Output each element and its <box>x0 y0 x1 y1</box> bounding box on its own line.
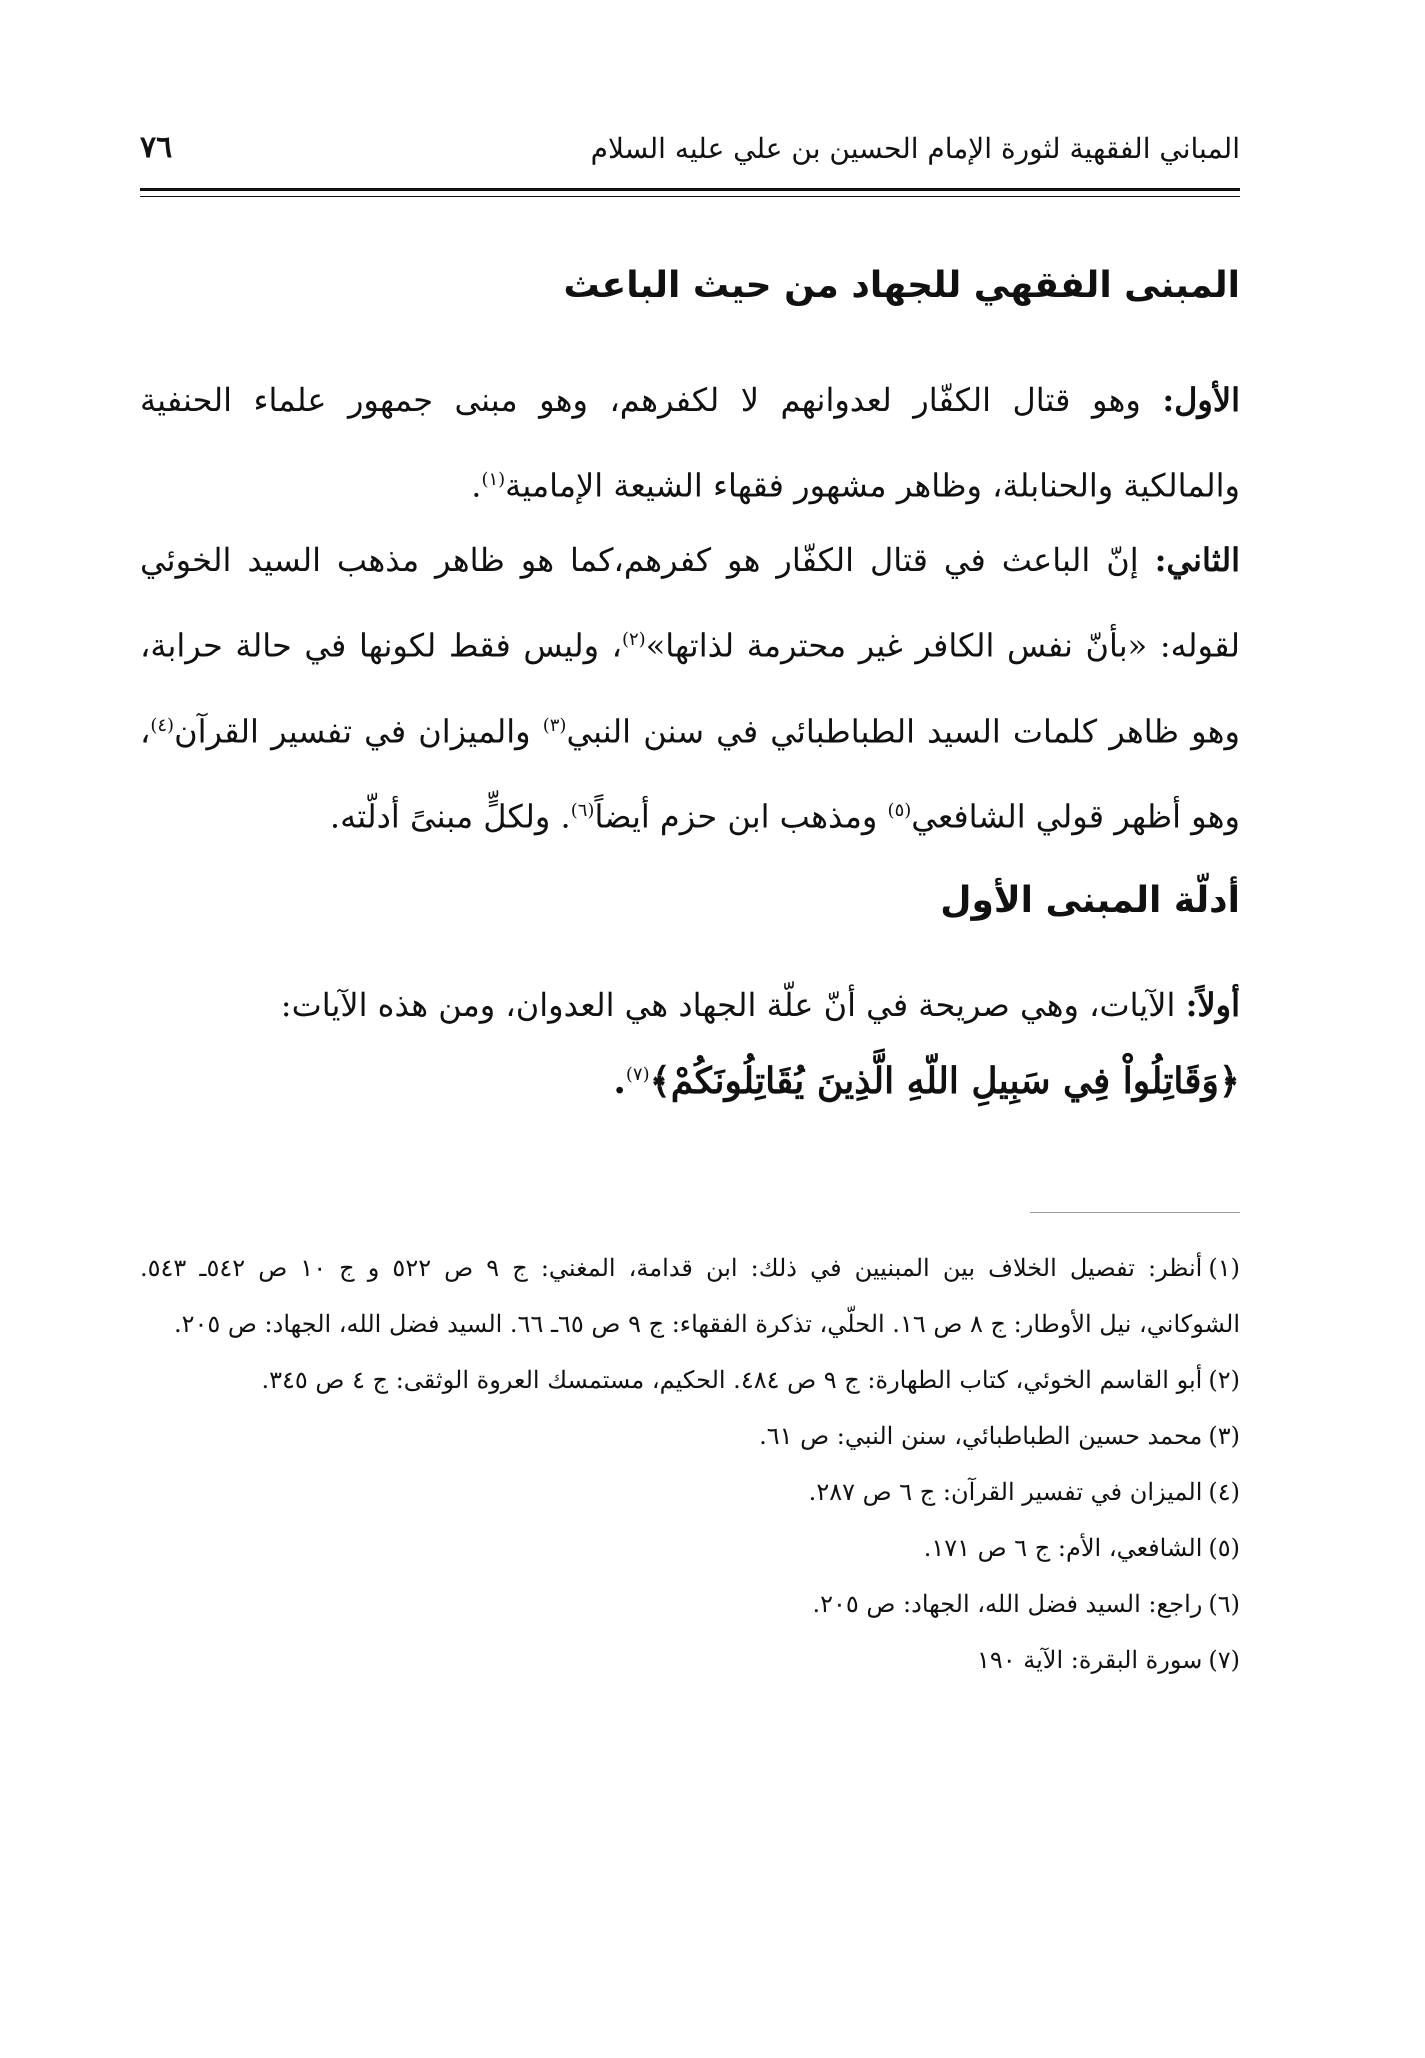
header-rule-thick <box>140 188 1240 191</box>
footnote-ref[interactable]: (٢) <box>621 629 646 650</box>
footnote-text: راجع: السيد فضل الله، الجهاد: ص ٢٠٥. <box>812 1590 1203 1618</box>
footnote-text: محمد حسين الطباطبائي، سنن النبي: ص ٦١. <box>759 1422 1203 1450</box>
footnote-item <box>140 1520 1240 1576</box>
footnote-number: (٦) <box>1208 1590 1240 1618</box>
paragraph-text: ، وليس فقط لكونها في حالة حرابة، وهو ظاهر كلمات السيد الطباطبائي في سنن النبي <box>140 626 1241 751</box>
paragraph-text: إنّ الباعث في قتال الكفّار هو كفرهم،كما هو ظاهر مذهب السيد الخوئي لقوله: «بأنّ نفس الكافر غير محترمة لذاتها» <box>140 541 1241 665</box>
footnote-number: (٧) <box>1208 1646 1240 1674</box>
footnote-ref[interactable]: (٣) <box>542 714 567 736</box>
footnote-item <box>140 1408 1240 1464</box>
footnote-number: (٤) <box>1208 1478 1240 1506</box>
footnote-item <box>140 1632 1240 1688</box>
paragraph-lead: أولاً: <box>1185 986 1240 1024</box>
paragraph-text: الآيات، وهي صريحة في أنّ علّة الجهاد هي العدوان، ومن هذه الآيات: <box>280 986 1186 1024</box>
footnote-text: الميزان في تفسير القرآن: ج ٦ ص ٢٨٧. <box>808 1478 1203 1506</box>
paragraph-lead: الأول: <box>1162 381 1241 419</box>
footnote-ref[interactable]: (٥) <box>887 800 912 822</box>
footnote-text: سورة البقرة: الآية ١٩٠ <box>976 1646 1203 1674</box>
footnote-ref[interactable]: (٤) <box>150 714 175 736</box>
section-heading: المبنى الفقهي للجهاد من حيث الباعث <box>563 265 1240 306</box>
header-rule-thin <box>140 196 1240 197</box>
footnote-number: (٢) <box>1208 1366 1240 1394</box>
quran-verse <box>140 1060 1240 1102</box>
paragraph-text: والميزان في تفسير القرآن <box>174 712 543 751</box>
paragraph-end: . <box>471 466 482 505</box>
running-title: المباني الفقهية لثورة الإمام الحسين بن علي عليه السلام <box>590 132 1240 165</box>
footnote-ref[interactable]: (١) <box>481 469 506 490</box>
footnote-separator <box>1030 1212 1240 1213</box>
footnote-ref[interactable]: (٧) <box>625 1064 650 1085</box>
paragraph-text: ومذهب ابن حزم أيضاً <box>594 797 888 836</box>
paragraph-evidence <box>140 965 1240 1045</box>
verse-text: ﴿وَقَاتِلُواْ فِي سَبِيلِ اللّهِ الَّذِينَ يُقَاتِلُونَكُمْ﴾ <box>649 1060 1240 1102</box>
paragraph-text: ، وهو أظهر قولي الشافعي <box>140 712 1240 836</box>
subsection-heading: أدلّة المبنى الأول <box>940 880 1240 921</box>
footnote-item <box>140 1240 1240 1352</box>
footnote-number: (٣) <box>1208 1422 1240 1450</box>
footnote-text: أنظر: تفصيل الخلاف بين المبنيين في ذلك: ابن قدامة، المغني: ج ٩ ص ٥٢٢ و ج ١٠ ص ٥٤٢ـ ٥٤٣. الشوكاني، نيل الأوطار: ج ٨ ص ١٦. الحلّي، تذكرة الفقهاء: ج ٩ ص ٦٥ـ ٦٦. السيد فضل الله، الجهاد: ص ٢٠٥. <box>140 1254 1240 1338</box>
paragraph-first-view <box>140 360 1240 526</box>
paragraph-text: وهو قتال الكفّار لعدوانهم لا لكفرهم، وهو مبنى جمهور علماء الحنفية والمالكية والحنابلة، وظاهر مشهور فقهاء الشيعة الإمامية <box>140 381 1240 505</box>
footnotes <box>140 1240 1240 1688</box>
footnote-item <box>140 1352 1240 1408</box>
footnote-text: الشافعي، الأم: ج ٦ ص ١٧١. <box>923 1534 1203 1562</box>
footnote-number: (١) <box>1208 1254 1240 1282</box>
paragraph-lead: الثاني: <box>1154 541 1240 579</box>
verse-end: . <box>613 1060 626 1102</box>
paragraph-text: . ولكلٍّ مبنىً أدلّته. <box>329 797 571 836</box>
footnote-ref[interactable]: (٦) <box>570 800 595 822</box>
page-number: ٧٦ <box>140 130 173 165</box>
footnote-item <box>140 1464 1240 1520</box>
page-header <box>140 120 1240 180</box>
footnote-item <box>140 1576 1240 1632</box>
paragraph-second-view <box>140 520 1240 857</box>
footnote-number: (٥) <box>1208 1534 1240 1562</box>
footnote-text: أبو القاسم الخوئي، كتاب الطهارة: ج ٩ ص ٤٨٤. الحكيم، مستمسك العروة الوثقى: ج ٤ ص ٣٤٥. <box>261 1366 1203 1394</box>
